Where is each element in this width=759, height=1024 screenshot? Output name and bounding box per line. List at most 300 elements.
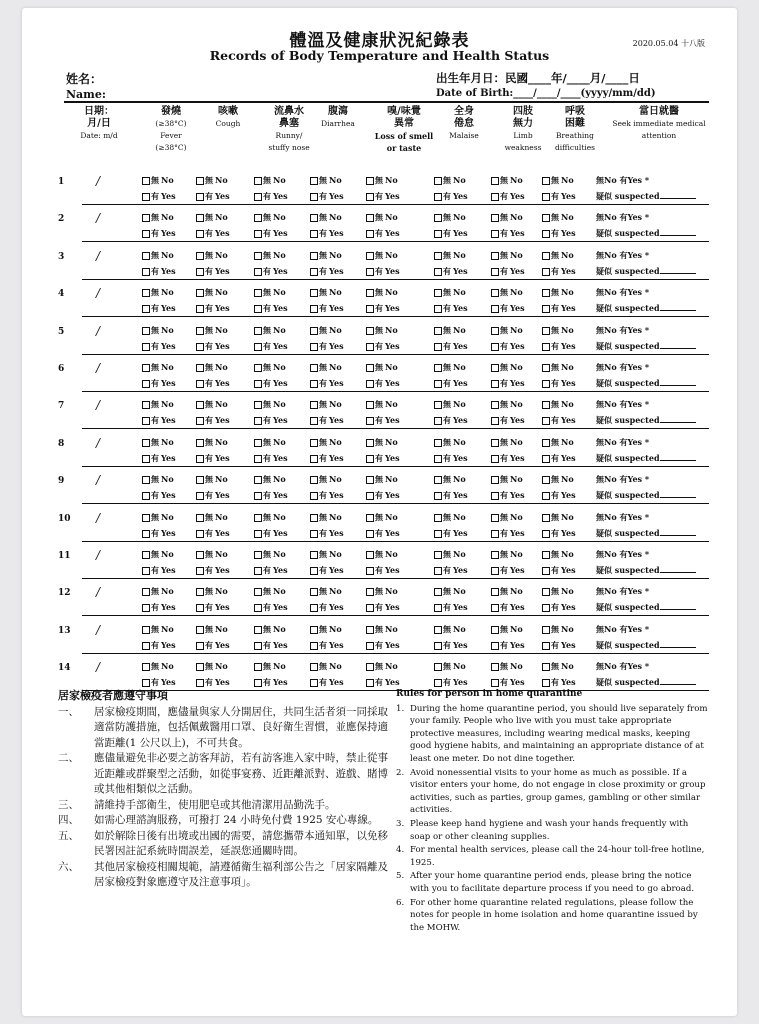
checkbox-yes[interactable] [310, 266, 344, 277]
checkbox-yes[interactable] [434, 528, 468, 539]
checkbox-yes[interactable] [254, 453, 288, 464]
date-field[interactable]: / [96, 361, 101, 375]
date-field[interactable]: / [96, 211, 101, 226]
yes-label: Yes [510, 527, 525, 538]
checkbox-no[interactable] [542, 437, 574, 448]
checkbox-no[interactable] [491, 437, 523, 448]
checkbox-no[interactable] [142, 325, 174, 336]
checkbox-no[interactable] [542, 661, 574, 672]
checkbox-yes[interactable] [196, 191, 230, 202]
checkbox-yes[interactable] [366, 565, 400, 576]
checkbox-yes[interactable] [310, 453, 344, 464]
checkbox-yes[interactable] [542, 490, 576, 501]
suspected-field[interactable] [596, 228, 696, 239]
suspected-field[interactable] [596, 341, 696, 352]
checkbox-no[interactable] [542, 586, 574, 597]
checkbox-yes[interactable] [434, 228, 468, 239]
checkbox-no[interactable] [310, 325, 342, 336]
date-field[interactable]: / [96, 248, 101, 263]
checkbox-no[interactable] [196, 399, 228, 410]
checkbox-no[interactable] [366, 212, 398, 223]
checkbox-no[interactable] [491, 586, 523, 597]
checkbox-no[interactable] [491, 325, 523, 336]
checkbox-no[interactable] [542, 175, 574, 186]
checkbox-yes[interactable] [366, 228, 400, 239]
checkbox-no[interactable] [366, 586, 398, 597]
no-glyph: 無 [551, 175, 559, 185]
checkbox-yes[interactable] [142, 528, 176, 539]
checkbox-yes[interactable] [434, 565, 468, 576]
checkbox-icon [434, 679, 442, 687]
no-label: No [385, 399, 398, 410]
checkbox-no[interactable] [434, 474, 466, 485]
checkbox-no[interactable] [254, 549, 286, 560]
checkbox-no[interactable] [196, 437, 228, 448]
checkbox-no[interactable] [491, 549, 523, 560]
checkbox-no[interactable] [366, 512, 398, 523]
checkbox-yes[interactable] [196, 378, 230, 389]
checkbox-yes[interactable] [434, 378, 468, 389]
no-label: No [510, 362, 523, 372]
suspected-field[interactable] [596, 415, 696, 426]
checkbox-no[interactable] [310, 474, 342, 485]
checkbox-no[interactable] [142, 549, 174, 560]
date-field[interactable]: / [96, 548, 101, 562]
day-number: 12 [58, 588, 71, 599]
checkbox-no[interactable] [434, 250, 466, 261]
medical-attention-options[interactable] [596, 586, 649, 597]
checkbox-no[interactable] [542, 325, 574, 336]
checkbox-no[interactable] [434, 362, 466, 373]
yes-glyph: 有 [551, 677, 559, 688]
checkbox-no[interactable] [434, 437, 466, 448]
checkbox-yes[interactable] [196, 602, 230, 613]
checkbox-no[interactable] [366, 399, 398, 410]
checkbox-no[interactable] [434, 399, 466, 410]
checkbox-yes[interactable] [254, 378, 288, 389]
checkbox-no[interactable] [310, 250, 342, 261]
checkbox-no[interactable] [542, 624, 574, 635]
checkbox-yes[interactable] [254, 228, 288, 239]
checkbox-yes[interactable] [542, 303, 576, 314]
checkbox-yes[interactable] [196, 453, 230, 464]
checkbox-yes[interactable] [542, 640, 576, 651]
checkbox-yes[interactable] [142, 602, 176, 613]
date-field[interactable]: / [96, 435, 101, 450]
checkbox-yes[interactable] [196, 490, 230, 501]
checkbox-no[interactable] [254, 250, 286, 261]
checkbox-yes[interactable] [254, 490, 288, 501]
suspected-field[interactable] [596, 640, 696, 651]
checkbox-yes[interactable] [542, 266, 576, 277]
checkbox-no[interactable] [142, 437, 174, 448]
yes-glyph: 有 [205, 677, 213, 688]
checkbox-yes[interactable] [310, 191, 344, 202]
checkbox-no[interactable] [142, 474, 174, 485]
checkbox-yes[interactable] [491, 228, 525, 239]
checkbox-yes[interactable] [196, 341, 230, 352]
suspected-field[interactable] [596, 453, 696, 464]
checkbox-yes[interactable] [142, 228, 176, 239]
medical-attention-options[interactable] [596, 175, 649, 186]
checkbox-no[interactable] [491, 474, 523, 485]
checkbox-icon [310, 492, 318, 500]
checkbox-yes[interactable] [491, 677, 525, 688]
checkbox-yes[interactable] [366, 528, 400, 539]
checkbox-no[interactable] [366, 250, 398, 261]
checkbox-no[interactable] [310, 512, 342, 523]
checkbox-no[interactable] [434, 212, 466, 223]
medical-attention-options[interactable] [596, 549, 649, 560]
checkbox-no[interactable] [254, 624, 286, 635]
checkbox-no[interactable] [366, 362, 398, 373]
checkbox-yes[interactable] [366, 677, 400, 688]
checkbox-no[interactable] [310, 586, 342, 597]
checkbox-icon [434, 514, 442, 522]
checkbox-yes[interactable] [254, 303, 288, 314]
table-row [22, 431, 737, 468]
checkbox-no[interactable] [254, 175, 286, 186]
checkbox-no[interactable] [142, 212, 174, 223]
checkbox-no[interactable] [142, 362, 174, 373]
yes-glyph: 有 [151, 639, 159, 650]
checkbox-yes[interactable] [542, 677, 576, 688]
checkbox-icon [142, 214, 150, 222]
checkbox-no[interactable] [254, 399, 286, 410]
yes-label: Yes [453, 265, 468, 276]
checkbox-yes[interactable] [366, 191, 400, 202]
checkbox-no[interactable] [491, 661, 523, 672]
checkbox-yes[interactable] [434, 341, 468, 352]
checkbox-yes[interactable] [542, 341, 576, 352]
checkbox-no[interactable] [254, 586, 286, 597]
checkbox-no[interactable] [196, 549, 228, 560]
checkbox-yes[interactable] [542, 378, 576, 389]
checkbox-no[interactable] [196, 250, 228, 261]
suspected-field[interactable] [596, 266, 696, 277]
checkbox-yes[interactable] [491, 490, 525, 501]
checkbox-no[interactable] [142, 250, 174, 261]
checkbox-yes[interactable] [196, 415, 230, 426]
checkbox-no[interactable] [196, 624, 228, 635]
date-field[interactable]: / [96, 398, 101, 413]
checkbox-no[interactable] [196, 661, 228, 672]
checkbox-no[interactable] [254, 437, 286, 448]
checkbox-yes[interactable] [254, 640, 288, 651]
checkbox-yes[interactable] [310, 490, 344, 501]
checkbox-no[interactable] [142, 512, 174, 523]
suspected-label: 疑似 suspected [596, 340, 660, 351]
yes-glyph: 有 [205, 527, 213, 538]
checkbox-yes[interactable] [491, 453, 525, 464]
checkbox-no[interactable] [142, 175, 174, 186]
checkbox-yes[interactable] [434, 490, 468, 501]
checkbox-no[interactable] [310, 175, 342, 186]
checkbox-no[interactable] [254, 287, 286, 298]
date-field[interactable]: / [96, 174, 101, 188]
checkbox-yes[interactable] [491, 266, 525, 277]
checkbox-yes[interactable] [434, 602, 468, 613]
checkbox-yes[interactable] [310, 378, 344, 389]
checkbox-yes[interactable] [491, 640, 525, 651]
checkbox-no[interactable] [196, 362, 228, 373]
checkbox-no[interactable] [254, 212, 286, 223]
checkbox-no[interactable] [254, 474, 286, 485]
checkbox-no[interactable] [434, 325, 466, 336]
checkbox-no[interactable] [542, 399, 574, 410]
no-label: No [215, 436, 228, 447]
checkbox-yes[interactable] [366, 602, 400, 613]
checkbox-yes[interactable] [254, 528, 288, 539]
checkbox-yes[interactable] [142, 266, 176, 277]
checkbox-yes[interactable] [434, 677, 468, 688]
checkbox-yes[interactable] [196, 266, 230, 277]
yes-label: Yes [561, 378, 576, 388]
checkbox-no[interactable] [491, 399, 523, 410]
checkbox-yes[interactable] [142, 341, 176, 352]
checkbox-yes[interactable] [142, 378, 176, 389]
checkbox-yes[interactable] [491, 378, 525, 389]
checkbox-yes[interactable] [310, 341, 344, 352]
medical-attention-options[interactable] [596, 437, 649, 448]
checkbox-yes[interactable] [542, 565, 576, 576]
checkbox-yes[interactable] [196, 303, 230, 314]
date-field[interactable]: / [96, 323, 101, 338]
checkbox-no[interactable] [254, 362, 286, 373]
checkbox-no[interactable] [142, 399, 174, 410]
checkbox-no[interactable] [310, 624, 342, 635]
date-field[interactable]: / [96, 660, 101, 675]
date-field[interactable]: / [96, 622, 101, 637]
checkbox-no[interactable] [366, 661, 398, 672]
checkbox-yes[interactable] [434, 453, 468, 464]
checkbox-yes[interactable] [491, 415, 525, 426]
checkbox-yes[interactable] [542, 191, 576, 202]
checkbox-yes[interactable] [142, 191, 176, 202]
checkbox-yes[interactable] [434, 415, 468, 426]
checkbox-no[interactable] [491, 212, 523, 223]
checkbox-yes[interactable] [310, 640, 344, 651]
checkbox-yes[interactable] [434, 266, 468, 277]
checkbox-yes[interactable] [142, 490, 176, 501]
checkbox-yes[interactable] [491, 341, 525, 352]
checkbox-no[interactable] [196, 325, 228, 336]
checkbox-yes[interactable] [542, 228, 576, 239]
checkbox-yes[interactable] [310, 303, 344, 314]
checkbox-no[interactable] [142, 287, 174, 298]
checkbox-yes[interactable] [310, 565, 344, 576]
checkbox-yes[interactable] [491, 565, 525, 576]
checkbox-yes[interactable] [434, 640, 468, 651]
checkbox-no[interactable] [434, 661, 466, 672]
checkbox-icon [254, 305, 262, 313]
checkbox-no[interactable] [310, 287, 342, 298]
checkbox-no[interactable] [196, 586, 228, 597]
yes-label: Yes [215, 191, 230, 201]
checkbox-yes[interactable] [310, 228, 344, 239]
checkbox-no[interactable] [366, 437, 398, 448]
suspected-field[interactable] [596, 528, 696, 539]
suspected-field[interactable] [596, 490, 696, 501]
checkbox-yes[interactable] [491, 602, 525, 613]
medical-attention-options[interactable] [596, 212, 649, 223]
yes-glyph: 有 [375, 265, 383, 276]
checkbox-no[interactable] [491, 287, 523, 298]
checkbox-yes[interactable] [196, 640, 230, 651]
suspected-field[interactable] [596, 677, 696, 688]
no-glyph: 無 [443, 586, 451, 597]
checkbox-yes[interactable] [491, 191, 525, 202]
checkbox-yes[interactable] [196, 565, 230, 576]
yes-label: Yes [510, 452, 525, 463]
checkbox-yes[interactable] [196, 228, 230, 239]
checkbox-yes[interactable] [254, 191, 288, 202]
suspected-field[interactable] [596, 191, 696, 202]
checkbox-yes[interactable] [254, 341, 288, 352]
checkbox-no[interactable] [366, 474, 398, 485]
checkbox-no[interactable] [491, 362, 523, 373]
rule-number: 四、 [58, 814, 79, 826]
checkbox-yes[interactable] [366, 415, 400, 426]
checkbox-no[interactable] [491, 512, 523, 523]
checkbox-yes[interactable] [310, 602, 344, 613]
no-label: No [604, 623, 620, 634]
checkbox-no[interactable] [491, 624, 523, 635]
checkbox-no[interactable] [254, 325, 286, 336]
checkbox-icon [196, 305, 204, 313]
checkbox-no[interactable] [542, 474, 574, 485]
checkbox-yes[interactable] [142, 565, 176, 576]
checkbox-yes[interactable] [434, 191, 468, 202]
checkbox-yes[interactable] [196, 677, 230, 688]
medical-attention-options[interactable] [596, 325, 649, 336]
no-glyph: 無 [596, 175, 604, 185]
checkbox-yes[interactable] [366, 490, 400, 501]
checkbox-no[interactable] [254, 661, 286, 672]
checkbox-no[interactable] [196, 512, 228, 523]
checkbox-no[interactable] [542, 287, 574, 298]
checkbox-no[interactable] [310, 549, 342, 560]
checkbox-yes[interactable] [254, 415, 288, 426]
checkbox-no[interactable] [434, 624, 466, 635]
checkbox-yes[interactable] [366, 266, 400, 277]
checkbox-no[interactable] [542, 250, 574, 261]
column-header-zh: 流鼻水 鼻塞 [274, 106, 304, 129]
date-field[interactable]: / [96, 473, 101, 488]
checkbox-yes[interactable] [491, 303, 525, 314]
checkbox-yes[interactable] [254, 266, 288, 277]
checkbox-no[interactable] [142, 586, 174, 597]
checkbox-no[interactable] [366, 549, 398, 560]
checkbox-no[interactable] [310, 362, 342, 373]
checkbox-no[interactable] [542, 512, 574, 523]
no-label: No [604, 324, 620, 335]
checkbox-no[interactable] [434, 175, 466, 186]
medical-attention-options[interactable] [596, 512, 649, 523]
suspected-field[interactable] [596, 602, 696, 613]
checkbox-yes[interactable] [434, 303, 468, 314]
checkbox-yes[interactable] [254, 565, 288, 576]
checkbox-no[interactable] [434, 512, 466, 523]
checkbox-yes[interactable] [542, 453, 576, 464]
checkbox-no[interactable] [142, 624, 174, 635]
medical-attention-options[interactable] [596, 250, 649, 261]
checkbox-no[interactable] [542, 549, 574, 560]
checkbox-no[interactable] [491, 175, 523, 186]
checkbox-yes[interactable] [366, 303, 400, 314]
checkbox-yes[interactable] [310, 415, 344, 426]
checkbox-yes[interactable] [491, 528, 525, 539]
medical-attention-options[interactable] [596, 474, 649, 485]
no-label: No [215, 175, 228, 185]
checkbox-yes[interactable] [142, 303, 176, 314]
checkbox-yes[interactable] [542, 528, 576, 539]
checkbox-no[interactable] [310, 212, 342, 223]
checkbox-no[interactable] [491, 250, 523, 261]
checkbox-no[interactable] [434, 287, 466, 298]
checkbox-yes[interactable] [366, 341, 400, 352]
date-field[interactable]: / [96, 510, 101, 525]
checkbox-icon [254, 476, 262, 484]
checkbox-yes[interactable] [142, 677, 176, 688]
medical-attention-options[interactable] [596, 624, 649, 635]
no-label: No [273, 212, 286, 223]
date-field[interactable]: / [96, 585, 101, 600]
checkbox-no[interactable] [434, 586, 466, 597]
checkbox-yes[interactable] [366, 378, 400, 389]
checkbox-yes[interactable] [142, 640, 176, 651]
checkbox-no[interactable] [142, 661, 174, 672]
checkbox-no[interactable] [542, 362, 574, 373]
suspected-field[interactable] [596, 378, 696, 389]
checkbox-yes[interactable] [142, 415, 176, 426]
checkbox-no[interactable] [310, 437, 342, 448]
checkbox-no[interactable] [434, 549, 466, 560]
checkbox-no[interactable] [254, 512, 286, 523]
checkbox-no[interactable] [310, 399, 342, 410]
checkbox-yes[interactable] [366, 453, 400, 464]
checkbox-no[interactable] [196, 212, 228, 223]
checkbox-yes[interactable] [366, 640, 400, 651]
checkbox-icon [196, 401, 204, 409]
checkbox-yes[interactable] [254, 677, 288, 688]
suspected-field[interactable] [596, 565, 696, 576]
checkbox-yes[interactable] [542, 415, 576, 426]
checkbox-no[interactable] [542, 212, 574, 223]
checkbox-yes[interactable] [542, 602, 576, 613]
medical-attention-options[interactable] [596, 287, 649, 298]
medical-attention-options[interactable] [596, 399, 649, 410]
checkbox-yes[interactable] [142, 453, 176, 464]
checkbox-no[interactable] [366, 325, 398, 336]
date-field[interactable]: / [96, 286, 101, 301]
checkbox-no[interactable] [366, 624, 398, 635]
checkbox-no[interactable] [366, 175, 398, 186]
checkbox-no[interactable] [196, 287, 228, 298]
medical-attention-options[interactable] [596, 362, 649, 373]
checkbox-no[interactable] [196, 474, 228, 485]
checkbox-yes[interactable] [310, 528, 344, 539]
checkbox-yes[interactable] [310, 677, 344, 688]
checkbox-yes[interactable] [196, 528, 230, 539]
suspected-label: 疑似 suspected [596, 602, 660, 613]
suspected-field[interactable] [596, 303, 696, 314]
checkbox-no[interactable] [310, 661, 342, 672]
medical-attention-options[interactable] [596, 661, 649, 672]
checkbox-no[interactable] [196, 175, 228, 186]
checkbox-yes[interactable] [254, 602, 288, 613]
checkbox-no[interactable] [366, 287, 398, 298]
